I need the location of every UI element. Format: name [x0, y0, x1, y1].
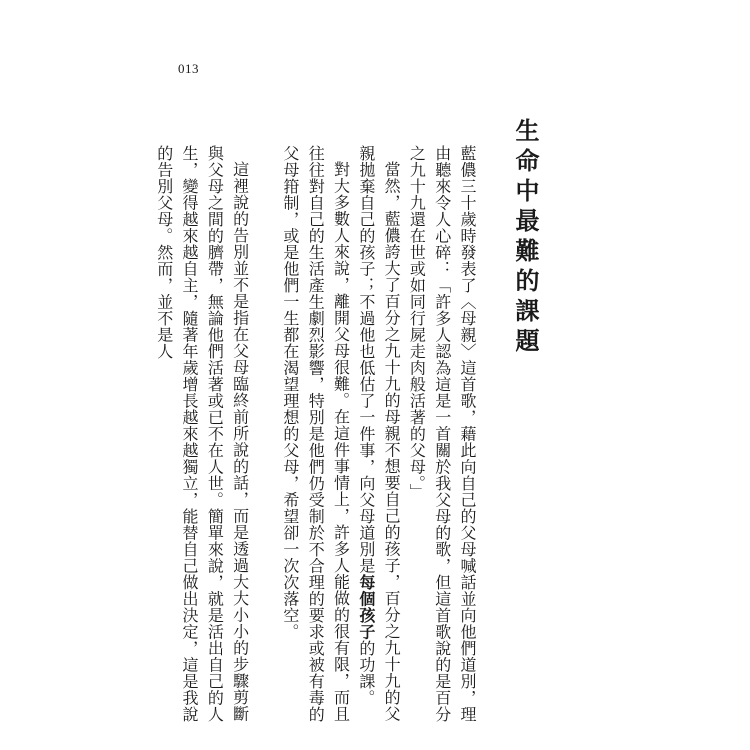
paragraph-3: 對大多數人來說，離開父母很難。在這件事情上，許多人能做的很有限，而且往往對自己的生活產生劇烈影響，特別是他們仍受制於不合理的要求或被有毒的父母箝制，或是他們一生都在渴望理想的父母，希望卻一次次落空。 [280, 145, 351, 723]
page-number: 013 [178, 61, 199, 76]
paragraph-4: 這裡說的告別並不是指在父母臨終前所說的話，而是透過大大小小的步驟剪斷與父母之間的臍帶，無論他們活著或已不在人世。簡單來說，就是活出自己的人生，變得越來越自主，隨著年歲增長越來越獨立，能替自己做出決定，這是我說的告別父母。然而，並不是人 [154, 145, 250, 723]
paragraph-2-tail: 的功課。 [356, 640, 376, 706]
chapter-title: 生命中最難的課題 [511, 118, 539, 358]
paragraph-2-emphasis: 每個孩子 [356, 574, 376, 640]
paragraph-1: 藍儂三十歲時發表了〈母親〉這首歌，藉此向自己的父母喊話並向他們道別，理由聽來令人心碎：「許多人認為這是一首關於我父母的歌，但這首歌說的是百分之九十九還在世或如同行屍走肉般活著的父母。」 [407, 145, 477, 723]
paragraph-2 [354, 145, 405, 725]
paragraph-2-text: 當然，藍儂誇大了百分之九十九的母親不想要自己的孩子，百分之九十九的父親拋棄自己的孩子；不過他也低估了一件事，向父母道別是 [356, 145, 402, 722]
paragraph-gap [253, 145, 278, 725]
body-text [151, 145, 480, 725]
